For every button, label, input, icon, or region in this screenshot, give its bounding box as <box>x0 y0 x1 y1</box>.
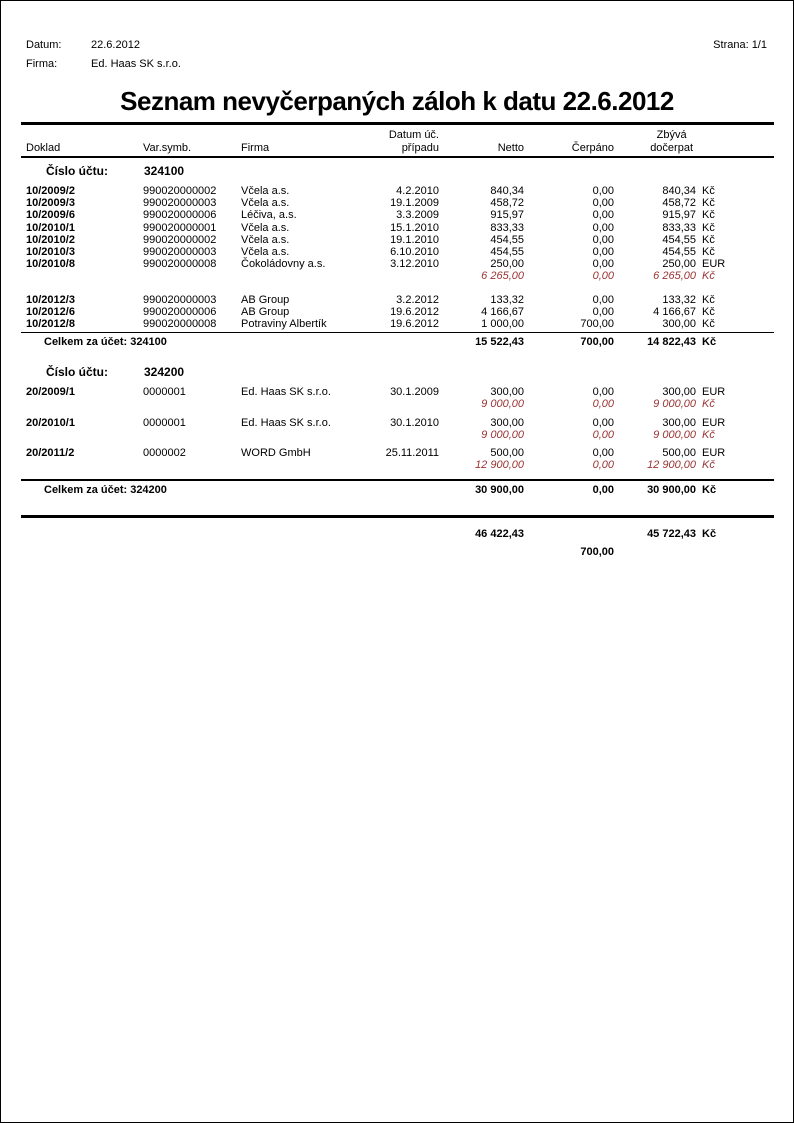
col-header-zbyva-lines <box>650 129 693 154</box>
cell-currency: Kč <box>702 221 715 234</box>
account-total-cerpano: 700,00 <box>580 336 614 349</box>
table-body <box>21 164 774 497</box>
table-row <box>21 234 774 246</box>
cell-cerpano: 0,00 <box>592 386 614 399</box>
empty-cell <box>239 528 361 541</box>
cell-currency: Kč <box>702 233 715 246</box>
empty-cell <box>21 398 141 410</box>
cell-zbyva: 833,33 <box>662 221 696 234</box>
account-label: Číslo účtu: <box>46 365 108 380</box>
table-row-converted-kc <box>21 270 774 282</box>
cell-netto: 1 000,00 <box>481 318 524 331</box>
cell-datum: 30.1.2010 <box>390 416 439 429</box>
account-total-label: Celkem za účet: 324200 <box>44 484 167 497</box>
empty-cell <box>21 459 141 471</box>
cell-firma: Včela a.s. <box>241 197 290 210</box>
cell-currency: EUR <box>702 447 726 460</box>
cell-netto: 300,00 <box>490 386 524 399</box>
cell-currency: EUR <box>702 386 726 399</box>
cell-doklad: 10/2009/2 <box>26 185 75 197</box>
col-header-datum <box>361 129 439 154</box>
cell-netto: 454,55 <box>490 246 524 259</box>
cell-currency: EUR <box>702 416 726 429</box>
col-header-netto: Netto <box>497 141 524 154</box>
cell-datum: 19.6.2012 <box>390 318 439 331</box>
cell-datum: 19.1.2010 <box>390 233 439 246</box>
cell-netto: 458,72 <box>490 197 524 210</box>
cell-varsymb: 990020000006 <box>143 305 217 318</box>
cell-zbyva: 915,97 <box>662 209 696 222</box>
table-row <box>21 185 774 197</box>
grand-total-row <box>21 528 774 541</box>
cell-cerpano: 0,00 <box>592 197 614 210</box>
cell-netto-kc: 6 265,00 <box>481 270 524 283</box>
cell-netto: 454,55 <box>490 233 524 246</box>
cell-currency: Kč <box>702 293 715 306</box>
cell-firma: Včela a.s. <box>241 233 290 246</box>
col-header-datum-line1: Datum úč. <box>388 129 439 141</box>
cell-cerpano: 0,00 <box>592 305 614 318</box>
account-total-netto: 15 522,43 <box>475 336 524 349</box>
cell-currency-kc: Kč <box>702 459 715 472</box>
cell-zbyva: 300,00 <box>662 386 696 399</box>
table-row <box>21 258 774 270</box>
cell-zbyva: 133,32 <box>662 293 696 306</box>
cell-zbyva: 4 166,67 <box>653 305 696 318</box>
empty-cell <box>439 546 524 559</box>
cell-doklad: 10/2010/1 <box>26 221 75 234</box>
account-header-row <box>21 365 774 380</box>
cell-varsymb: 990020000002 <box>143 233 217 246</box>
cell-datum: 3.2.2012 <box>396 293 439 306</box>
cell-zbyva-kc: 12 900,00 <box>647 459 696 472</box>
empty-cell <box>141 546 239 559</box>
table-header-row <box>21 125 774 158</box>
cell-zbyva: 454,55 <box>662 233 696 246</box>
cell-cerpano: 0,00 <box>592 246 614 259</box>
report-table <box>21 125 774 559</box>
cell-datum: 30.1.2009 <box>390 386 439 399</box>
grand-total-netto: 46 422,43 <box>475 528 524 541</box>
date-label: Datum: <box>26 39 62 51</box>
cell-doklad: 20/2009/1 <box>26 386 75 399</box>
table-row <box>21 209 774 221</box>
cell-datum: 19.1.2009 <box>390 197 439 210</box>
empty-cell <box>141 398 239 410</box>
account-total-cerpano: 0,00 <box>592 484 614 497</box>
cell-currency: Kč <box>702 305 715 318</box>
cell-cerpano: 0,00 <box>592 221 614 234</box>
col-header-varsymb: Var.symb. <box>143 141 192 154</box>
account-number: 324100 <box>144 164 185 178</box>
empty-cell <box>141 459 239 471</box>
cell-firma: WORD GmbH <box>241 447 311 460</box>
cell-cerpano: 0,00 <box>592 416 614 429</box>
grand-total-cerpano-row <box>21 546 774 559</box>
table-row <box>21 318 774 330</box>
cell-netto-kc: 9 000,00 <box>481 428 524 441</box>
cell-currency: EUR <box>702 258 726 271</box>
cell-cerpano: 0,00 <box>592 185 614 197</box>
cell-currency-kc: Kč <box>702 270 715 283</box>
account-total-currency: Kč <box>702 484 717 497</box>
cell-zbyva: 300,00 <box>662 318 696 331</box>
empty-cell <box>21 528 141 541</box>
report-title: Seznam nevyčerpaných záloh k datu 22.6.2012 <box>120 86 674 116</box>
cell-currency-kc: Kč <box>702 428 715 441</box>
cell-firma: AB Group <box>241 305 290 318</box>
empty-cell <box>239 459 361 471</box>
cell-zbyva-kc: 9 000,00 <box>653 428 696 441</box>
cell-firma: Čokoládovny a.s. <box>241 258 326 271</box>
table-row-converted-kc <box>21 429 774 441</box>
cell-varsymb: 990020000003 <box>143 197 217 210</box>
cell-varsymb: 990020000003 <box>143 246 217 259</box>
cell-firma: Včela a.s. <box>241 185 290 197</box>
cell-cerpano-kc: 0,00 <box>592 459 614 472</box>
cell-datum: 15.1.2010 <box>390 221 439 234</box>
cell-datum: 3.3.2009 <box>396 209 439 222</box>
empty-cell <box>239 398 361 410</box>
grand-total-cerpano: 700,00 <box>580 546 614 559</box>
empty-cell <box>361 528 439 541</box>
empty-cell <box>361 459 439 471</box>
cell-doklad: 10/2010/3 <box>26 246 75 259</box>
col-header-zbyva-line2: dočerpat <box>650 141 693 154</box>
table-row <box>21 222 774 234</box>
empty-cell <box>239 270 361 282</box>
cell-varsymb: 990020000002 <box>143 185 217 197</box>
cell-firma: Ed. Haas SK s.r.o. <box>241 386 331 399</box>
cell-netto: 300,00 <box>490 416 524 429</box>
cell-currency: Kč <box>702 209 715 222</box>
cell-netto: 915,97 <box>490 209 524 222</box>
account-total-netto: 30 900,00 <box>475 484 524 497</box>
account-total-row <box>21 479 774 497</box>
cell-varsymb: 990020000003 <box>143 293 217 306</box>
cell-cerpano: 0,00 <box>592 293 614 306</box>
cell-zbyva: 300,00 <box>662 416 696 429</box>
cell-zbyva: 454,55 <box>662 246 696 259</box>
empty-cell <box>361 398 439 410</box>
table-row <box>21 386 774 398</box>
cell-cerpano: 0,00 <box>592 258 614 271</box>
meta-row-company <box>26 55 767 74</box>
cell-netto-kc: 12 900,00 <box>475 459 524 472</box>
cell-cerpano-kc: 0,00 <box>592 270 614 283</box>
empty-cell <box>361 270 439 282</box>
empty-cell <box>141 528 239 541</box>
cell-doklad: 10/2012/6 <box>26 305 75 318</box>
empty-cell <box>141 429 239 441</box>
date-value: 22.6.2012 <box>91 39 140 51</box>
cell-varsymb: 990020000001 <box>143 221 217 234</box>
cell-currency-kc: Kč <box>702 398 715 411</box>
account-total-row <box>21 332 774 349</box>
table-row-converted-kc <box>21 459 774 471</box>
account-group <box>21 365 774 497</box>
cell-netto: 833,33 <box>490 221 524 234</box>
cell-cerpano: 0,00 <box>592 209 614 222</box>
account-header-row <box>21 164 774 179</box>
cell-doklad: 10/2009/3 <box>26 197 75 210</box>
cell-datum: 19.6.2012 <box>390 305 439 318</box>
account-total-zbyva: 30 900,00 <box>647 484 696 497</box>
cell-netto: 250,00 <box>490 258 524 271</box>
account-group <box>21 164 774 349</box>
table-row <box>21 306 774 318</box>
page-number: Strana: 1/1 <box>713 39 767 51</box>
col-header-firma: Firma <box>241 141 270 154</box>
cell-varsymb: 990020000006 <box>143 209 217 222</box>
cell-netto: 4 166,67 <box>481 305 524 318</box>
spacer <box>140 36 713 55</box>
cell-varsymb: 0000001 <box>143 386 186 399</box>
group-rows <box>21 386 774 471</box>
cell-doklad: 10/2010/2 <box>26 233 75 246</box>
empty-cell <box>614 546 696 559</box>
cell-varsymb: 0000001 <box>143 416 186 429</box>
table-row <box>21 246 774 258</box>
table-row <box>21 417 774 429</box>
empty-cell <box>361 429 439 441</box>
table-row <box>21 197 774 209</box>
cell-doklad: 10/2009/6 <box>26 209 75 222</box>
cell-cerpano-kc: 0,00 <box>592 398 614 411</box>
account-number: 324200 <box>144 365 185 380</box>
cell-currency: Kč <box>702 318 715 331</box>
cell-varsymb: 990020000008 <box>143 318 217 331</box>
cell-doklad: 20/2010/1 <box>26 416 75 429</box>
cell-datum: 25.11.2011 <box>385 447 439 460</box>
col-header-datum-line2: případu <box>401 141 439 154</box>
company-label: Firma: <box>26 58 58 70</box>
cell-zbyva-kc: 9 000,00 <box>653 398 696 411</box>
cell-doklad: 10/2010/8 <box>26 258 75 271</box>
account-total-zbyva: 14 822,43 <box>647 336 696 349</box>
col-header-cerpano: Čerpáno <box>571 141 614 154</box>
cell-firma: AB Group <box>241 293 290 306</box>
empty-cell <box>21 429 141 441</box>
account-total-label: Celkem za účet: 324100 <box>44 336 167 349</box>
cell-cerpano: 0,00 <box>592 233 614 246</box>
empty-cell <box>696 546 776 559</box>
cell-firma: Potraviny Albertík <box>241 318 327 331</box>
cell-currency: Kč <box>702 197 715 210</box>
company-value: Ed. Haas SK s.r.o. <box>91 58 181 70</box>
empty-cell <box>361 546 439 559</box>
grand-total-currency: Kč <box>702 528 717 541</box>
cell-currency: Kč <box>702 246 715 259</box>
table-row <box>21 294 774 306</box>
empty-cell <box>141 270 239 282</box>
cell-datum: 6.10.2010 <box>390 246 439 259</box>
cell-cerpano: 0,00 <box>592 447 614 460</box>
group-rows <box>21 185 774 330</box>
cell-netto: 840,34 <box>490 185 524 197</box>
cell-netto-kc: 9 000,00 <box>481 398 524 411</box>
cell-zbyva: 458,72 <box>662 197 696 210</box>
col-header-zbyva <box>614 129 696 154</box>
cell-cerpano: 700,00 <box>580 318 614 331</box>
col-header-doklad: Doklad <box>26 141 61 154</box>
cell-zbyva-kc: 6 265,00 <box>653 270 696 283</box>
cell-varsymb: 0000002 <box>143 447 186 460</box>
cell-firma: Ed. Haas SK s.r.o. <box>241 416 331 429</box>
grand-total-zbyva: 45 722,43 <box>647 528 696 541</box>
cell-currency: Kč <box>702 185 715 197</box>
cell-datum: 3.12.2010 <box>390 258 439 271</box>
empty-cell <box>239 429 361 441</box>
cell-doklad: 10/2012/8 <box>26 318 75 331</box>
empty-cell <box>21 546 141 559</box>
report-meta-header <box>26 36 767 74</box>
empty-cell <box>524 528 614 541</box>
meta-row-date <box>26 36 767 55</box>
row-gap <box>21 283 774 294</box>
cell-zbyva: 840,34 <box>662 185 696 197</box>
cell-firma: Včela a.s. <box>241 246 290 259</box>
cell-zbyva: 250,00 <box>662 258 696 271</box>
account-label: Číslo účtu: <box>46 164 108 178</box>
cell-firma: Léčiva, a.s. <box>241 209 297 222</box>
cell-doklad: 10/2012/3 <box>26 293 75 306</box>
table-row <box>21 447 774 459</box>
grand-total-rule <box>21 515 774 518</box>
table-row-converted-kc <box>21 398 774 410</box>
cell-doklad: 20/2011/2 <box>26 447 75 460</box>
col-header-zbyva-line1: Zbývá <box>656 129 687 141</box>
account-total-currency: Kč <box>702 336 717 349</box>
cell-firma: Včela a.s. <box>241 221 290 234</box>
cell-cerpano-kc: 0,00 <box>592 428 614 441</box>
cell-datum: 4.2.2010 <box>396 185 439 197</box>
cell-netto: 500,00 <box>490 447 524 460</box>
cell-varsymb: 990020000008 <box>143 258 217 271</box>
empty-cell <box>21 270 141 282</box>
cell-zbyva: 500,00 <box>662 447 696 460</box>
cell-netto: 133,32 <box>490 293 524 306</box>
empty-cell <box>239 546 361 559</box>
